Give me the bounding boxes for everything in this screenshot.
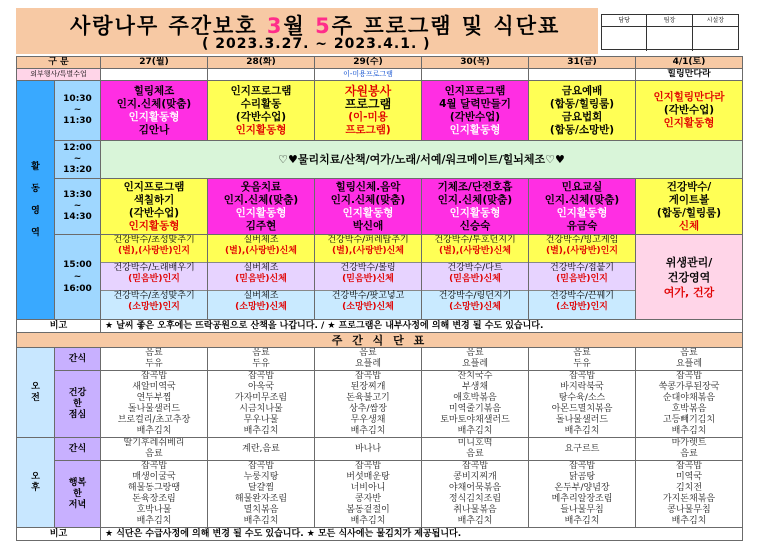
period: ( 2023.3.27. ~ 2023.4.1. ) — [202, 36, 431, 52]
am-snack-sat: 음료 요플레 — [636, 348, 743, 371]
slot-1330-tue: 웃음치료 인지.신체(맞춤) 인지활동형 김주현 — [208, 179, 315, 235]
meal-title: 주 간 식 단 표 — [17, 333, 743, 348]
slot-1500-fri: 건강박수/빙고게임 (별),(사랑반)인지 건강박수/접붙기 (믿음반)인지 건강박수/끈꿰기 (소망반)인지 — [529, 235, 636, 320]
pm-snack-mon: 딸기후레쉬베리 음료 — [101, 438, 208, 461]
note2-label: 비고 — [17, 528, 101, 541]
note1-label: 비고 — [17, 320, 101, 333]
pm-snack-sat: 마가렛트 음료 — [636, 438, 743, 461]
slot-1030-thu: 인지프로그램 4월 달력만들기 (각반수업) 인지활동형 — [422, 81, 529, 141]
program-table — [16, 56, 743, 541]
slot-1330-sat: 건강박수/ 게이트볼 (합동/힐링룸) 신체 — [636, 179, 743, 235]
slot-1330-wed: 힐링신체.음악 인지.신체(맞춤) 인지활동형 박신애 — [315, 179, 422, 235]
time-1330: 13:30 ~ 14:30 — [55, 179, 101, 235]
header-gubun: 구 분 — [17, 57, 101, 69]
sign-cell — [693, 27, 738, 51]
slot-1030-fri: 금요예배 (합동/힐링룸) 금요법회 (합동/소망반) — [529, 81, 636, 141]
am-snack-wed: 음료 요플레 — [315, 348, 422, 371]
sign-cell — [647, 27, 692, 51]
outing-label: 외부행사/특별수업 — [17, 69, 101, 81]
dinner-mon: 잡곡밥 매생이굴국 해물동그랑땡 돈육장조림 호박나물 배추김치 — [101, 461, 208, 528]
meal-am-label: 오 전 — [17, 348, 55, 438]
time-1030: 10:30 ~ 11:30 — [55, 81, 101, 141]
time-1200: 12:00 ~ 13:20 — [55, 141, 101, 179]
activity-label: 활 동 영 역 — [17, 81, 55, 320]
dinner-thu: 잡곡밥 콩비지찌개 야채어묵볶음 정식김치조림 취나물볶음 배추김치 — [422, 461, 529, 528]
dinner-fri: 잡곡밥 닭곰탕 온두부/양념장 메추리알장조림 들나물무침 배추김치 — [529, 461, 636, 528]
approval-director: 시설장 — [693, 15, 738, 27]
dinner-wed: 잡곡밥 버섯매운탕 너비아니 콩자반 봄동겉절이 배추김치 — [315, 461, 422, 528]
page-title: 사랑나무 주간보호 3월 5주 프로그램 및 식단표 — [70, 14, 561, 38]
dinner-sat: 잡곡밥 미역국 김치전 가지돈채볶음 콩나물무침 배추김치 — [636, 461, 743, 528]
lunch-mon: 잡곡밥 새알미역국 연두부찜 돌나물샐러드 브로컬리/초고추장 배추김치 — [101, 371, 208, 438]
dinner-label: 행복 한 저녁 — [55, 461, 101, 528]
approval-staff: 담당 — [602, 15, 647, 27]
approval-leader: 팀장 — [647, 15, 692, 27]
day-sat: 4/1(토) — [636, 57, 743, 69]
lunch-activities: ♡♥물리치료/산책/여가/노래/서예/워크메이트/힐뇌체조♡♥ — [101, 141, 743, 179]
pm-snack-tue: 계란,음료 — [208, 438, 315, 461]
am-snack-label: 간식 — [55, 348, 101, 371]
slot-1500-sat: 위생관리/ 건강영역 여가, 건강 — [636, 235, 743, 320]
pm-snack-fri: 요구르트 — [529, 438, 636, 461]
am-snack-thu: 음료 요플레 — [422, 348, 529, 371]
day-mon: 27(월) — [101, 57, 208, 69]
dinner-tue: 잡곡밥 누룽지탕 달걀찜 해물완자조림 멸치볶음 배추김치 — [208, 461, 315, 528]
lunch-sat: 잡곡밥 쑥콩가루된장국 순대야채볶음 호박볶음 고등빼기김치 배추김치 — [636, 371, 743, 438]
slot-1500-mon: 건강박수/초성맞추기 (별),(사랑반)인지 건강박수/노래배우기 (믿음반)인지 건강박수/초성맞추기 (소망반)인지 — [101, 235, 208, 320]
slot-1330-mon: 인지프로그램 색칠하기 (각반수업) 인지활동형 — [101, 179, 208, 235]
lunch-thu: 잔치국수 부생채 애호박볶음 미역줄기볶음 토마토야채샐러드 배추김치 — [422, 371, 529, 438]
am-snack-mon: 음료 두유 — [101, 348, 208, 371]
lunch-label: 건강 한 점심 — [55, 371, 101, 438]
lunch-tue: 잡곡밥 아욱국 가자미무조림 시금치나물 무우나물 배추김치 — [208, 371, 315, 438]
lunch-wed: 잡곡밥 된장찌개 돈육불고기 상추/쌈장 무우생채 배추김치 — [315, 371, 422, 438]
slot-1500-tue: 실버체조 (별),(사랑반)신체 실버체조 (믿음반)신체 실버체조 (소망반)신체 — [208, 235, 315, 320]
pm-snack-label: 간식 — [55, 438, 101, 461]
approval-box — [601, 14, 739, 50]
note2-text: ★ 식단은 수급사정에 의해 변경 될 수도 있습니다. ★ 모든 식사에는 물김치가 제공됩니다. — [101, 528, 743, 541]
note1-text: ★ 날씨 좋은 오후에는 뜨락공원으로 산책을 나갑니다. / ★ 프로그램은 내부사정에 의해 변경 될 수도 있습니다. — [101, 320, 743, 333]
pm-snack-thu: 미니호떡 음료 — [422, 438, 529, 461]
slot-1030-sat: 인지힐링만다라 (각반수업) 인지활동형 — [636, 81, 743, 141]
am-snack-fri: 음료 두유 — [529, 348, 636, 371]
day-fri: 31(금) — [529, 57, 636, 69]
day-wed: 29(수) — [315, 57, 422, 69]
lunch-fri: 잡곡밥 바지락북국 탕수육/소스 아몬드멸치볶음 돌나물샐러드 배추김치 — [529, 371, 636, 438]
slot-1030-wed: 자원봉사 프로그램 (이-미용 프로그램) — [315, 81, 422, 141]
slot-1030-mon: 힐링체조 인지.신체(맞춤) 인지활동형 김안나 — [101, 81, 208, 141]
outing-sat: 힐링만다라 — [636, 69, 743, 81]
slot-1500-wed: 건강박수/퍼레탑추기 (별),(사랑반)신체 건강박수/볼링 (믿음반)신체 건강박수/팟고넣고 (소망반)신체 — [315, 235, 422, 320]
outing-wed: 이-미용프로그램 — [315, 69, 422, 81]
sign-cell — [602, 27, 647, 51]
day-thu: 30(목) — [422, 57, 529, 69]
schedule-sheet — [16, 8, 742, 539]
am-snack-tue: 음료 두유 — [208, 348, 315, 371]
time-1500: 15:00 ~ 16:00 — [55, 235, 101, 320]
slot-1500-thu: 건강박수/투호던지기 (별),(사랑반)신체 건강박수/다트 (믿음반)신체 건강박수/링던지기 (소망반)신체 — [422, 235, 529, 320]
day-tue: 28(화) — [208, 57, 315, 69]
slot-1330-fri: 민요교실 인지.신체(맞춤) 인지활동형 유금숙 — [529, 179, 636, 235]
meal-pm-label: 오 후 — [17, 438, 55, 528]
slot-1030-tue: 인지프로그램 수리활동 (각반수업) 인지활동형 — [208, 81, 315, 141]
slot-1330-thu: 기체조/단전호흡 인지.신체(맞춤) 인지활동형 신승숙 — [422, 179, 529, 235]
pm-snack-wed: 바나나 — [315, 438, 422, 461]
